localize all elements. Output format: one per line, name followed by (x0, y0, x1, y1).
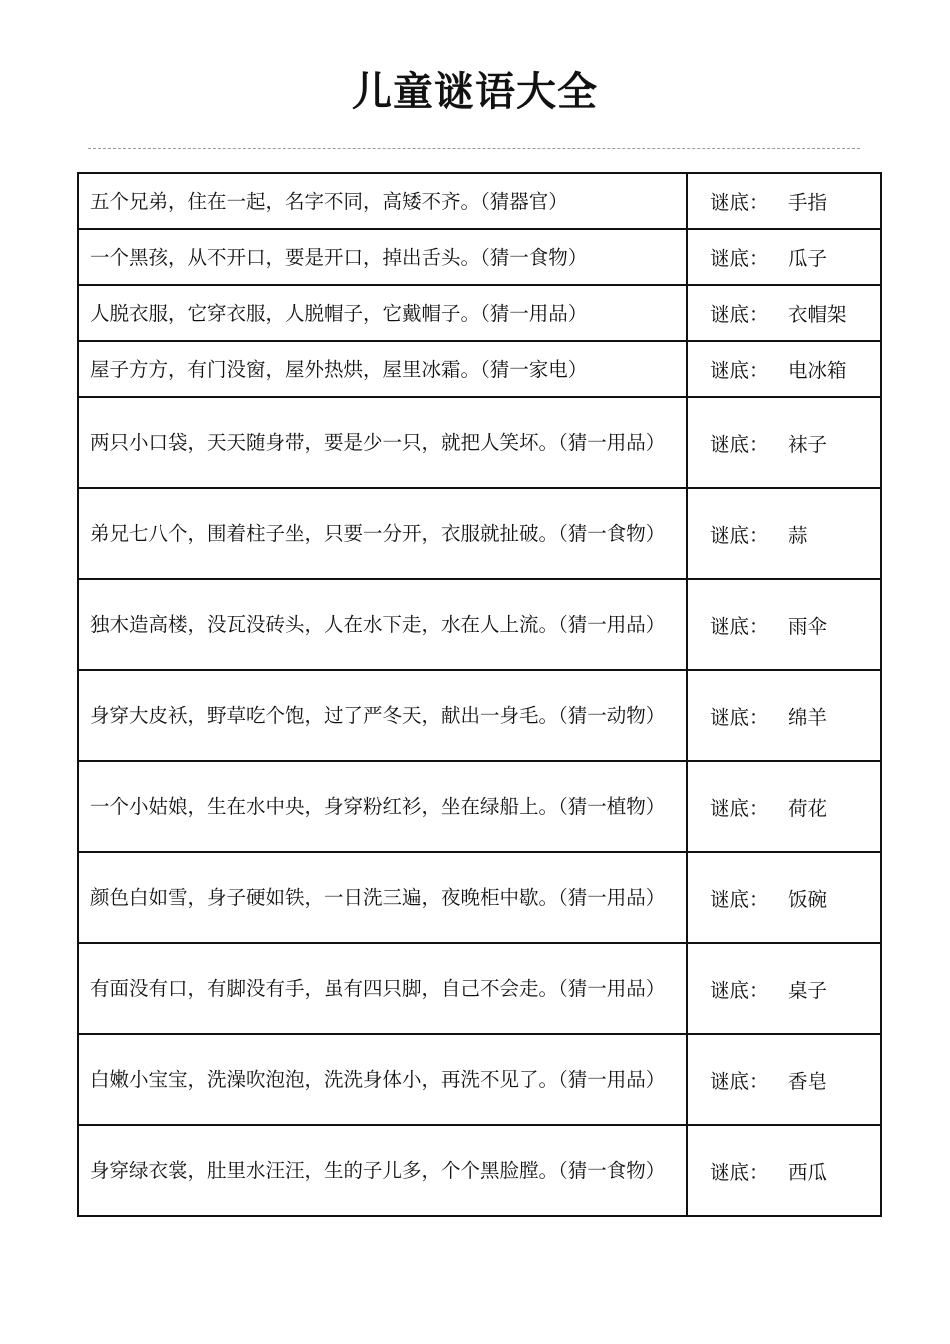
answer-label: 谜底： (710, 523, 769, 547)
page-title: 儿童谜语大全 (352, 69, 598, 115)
table-row (78, 341, 881, 397)
riddle-question: 五个兄弟，住在一起，名字不同，高矮不齐。（猜器官） (78, 173, 687, 229)
table-row (78, 173, 881, 229)
riddle-answer-cell (687, 229, 881, 285)
riddle-answer: 西瓜 (788, 1160, 828, 1184)
riddle-answer-cell (687, 761, 881, 852)
riddle-answer: 手指 (788, 191, 828, 214)
riddle-answer-cell (687, 852, 881, 943)
riddle-question: 身穿绿衣裳，肚里水汪汪，生的子儿多，个个黑脸膛。（猜一食物） (78, 1125, 687, 1216)
riddle-answer-cell (687, 285, 881, 341)
table-row (78, 761, 881, 852)
riddle-answer: 衣帽架 (788, 303, 847, 326)
table-row (78, 943, 881, 1034)
answer-label: 谜底： (710, 978, 769, 1002)
riddle-answer: 袜子 (788, 432, 828, 456)
riddle-answer: 电冰箱 (788, 359, 847, 382)
answer-label: 谜底： (710, 614, 769, 638)
answer-label: 谜底： (710, 432, 769, 456)
riddle-table (77, 172, 882, 1217)
riddle-answer-cell (687, 943, 881, 1034)
table-row (78, 488, 881, 579)
table-row (78, 285, 881, 341)
table-row (78, 1125, 881, 1216)
riddle-question: 白嫩小宝宝，洗澡吹泡泡，洗洗身体小，再洗不见了。（猜一用品） (78, 1034, 687, 1125)
table-row (78, 229, 881, 285)
riddle-answer: 荷花 (788, 796, 828, 820)
riddle-question: 屋子方方，有门没窗，屋外热烘，屋里冰霜。（猜一家电） (78, 341, 687, 397)
riddle-answer-cell (687, 1125, 881, 1216)
riddle-question: 一个小姑娘，生在水中央，身穿粉红衫，坐在绿船上。（猜一植物） (78, 761, 687, 852)
title-divider (88, 148, 860, 149)
riddle-answer: 雨伞 (788, 614, 828, 638)
answer-label: 谜底： (710, 191, 769, 214)
answer-label: 谜底： (710, 1160, 769, 1184)
riddle-question: 人脱衣服，它穿衣服，人脱帽子，它戴帽子。（猜一用品） (78, 285, 687, 341)
table-row (78, 852, 881, 943)
answer-label: 谜底： (710, 303, 769, 326)
riddle-question: 一个黑孩，从不开口，要是开口，掉出舌头。（猜一食物） (78, 229, 687, 285)
answer-label: 谜底： (710, 247, 769, 270)
riddle-answer: 瓜子 (788, 247, 828, 270)
riddle-question: 颜色白如雪，身子硬如铁，一日洗三遍，夜晚柜中歇。（猜一用品） (78, 852, 687, 943)
riddle-answer: 饭碗 (788, 887, 828, 911)
riddle-question: 两只小口袋，天天随身带，要是少一只，就把人笑坏。（猜一用品） (78, 397, 687, 488)
riddle-question: 有面没有口，有脚没有手，虽有四只脚，自己不会走。（猜一用品） (78, 943, 687, 1034)
riddle-answer: 桌子 (788, 978, 828, 1002)
riddle-answer: 绵羊 (788, 705, 828, 729)
answer-label: 谜底： (710, 796, 769, 820)
riddle-answer-cell (687, 341, 881, 397)
riddle-answer-cell (687, 670, 881, 761)
riddle-answer-cell (687, 397, 881, 488)
table-row (78, 670, 881, 761)
riddle-question: 身穿大皮袄，野草吃个饱，过了严冬天，献出一身毛。（猜一动物） (78, 670, 687, 761)
answer-label: 谜底： (710, 359, 769, 382)
riddle-answer-cell (687, 1034, 881, 1125)
riddle-answer-cell (687, 579, 881, 670)
riddle-answer: 香皂 (788, 1069, 828, 1093)
answer-label: 谜底： (710, 1069, 769, 1093)
riddle-answer-cell (687, 488, 881, 579)
answer-label: 谜底： (710, 705, 769, 729)
riddle-question: 独木造高楼，没瓦没砖头，人在水下走，水在人上流。（猜一用品） (78, 579, 687, 670)
riddle-answer-cell (687, 173, 881, 229)
riddle-answer: 蒜 (788, 523, 808, 547)
table-row (78, 1034, 881, 1125)
riddle-question: 弟兄七八个，围着柱子坐，只要一分开，衣服就扯破。（猜一食物） (78, 488, 687, 579)
table-row (78, 397, 881, 488)
table-row (78, 579, 881, 670)
answer-label: 谜底： (710, 887, 769, 911)
